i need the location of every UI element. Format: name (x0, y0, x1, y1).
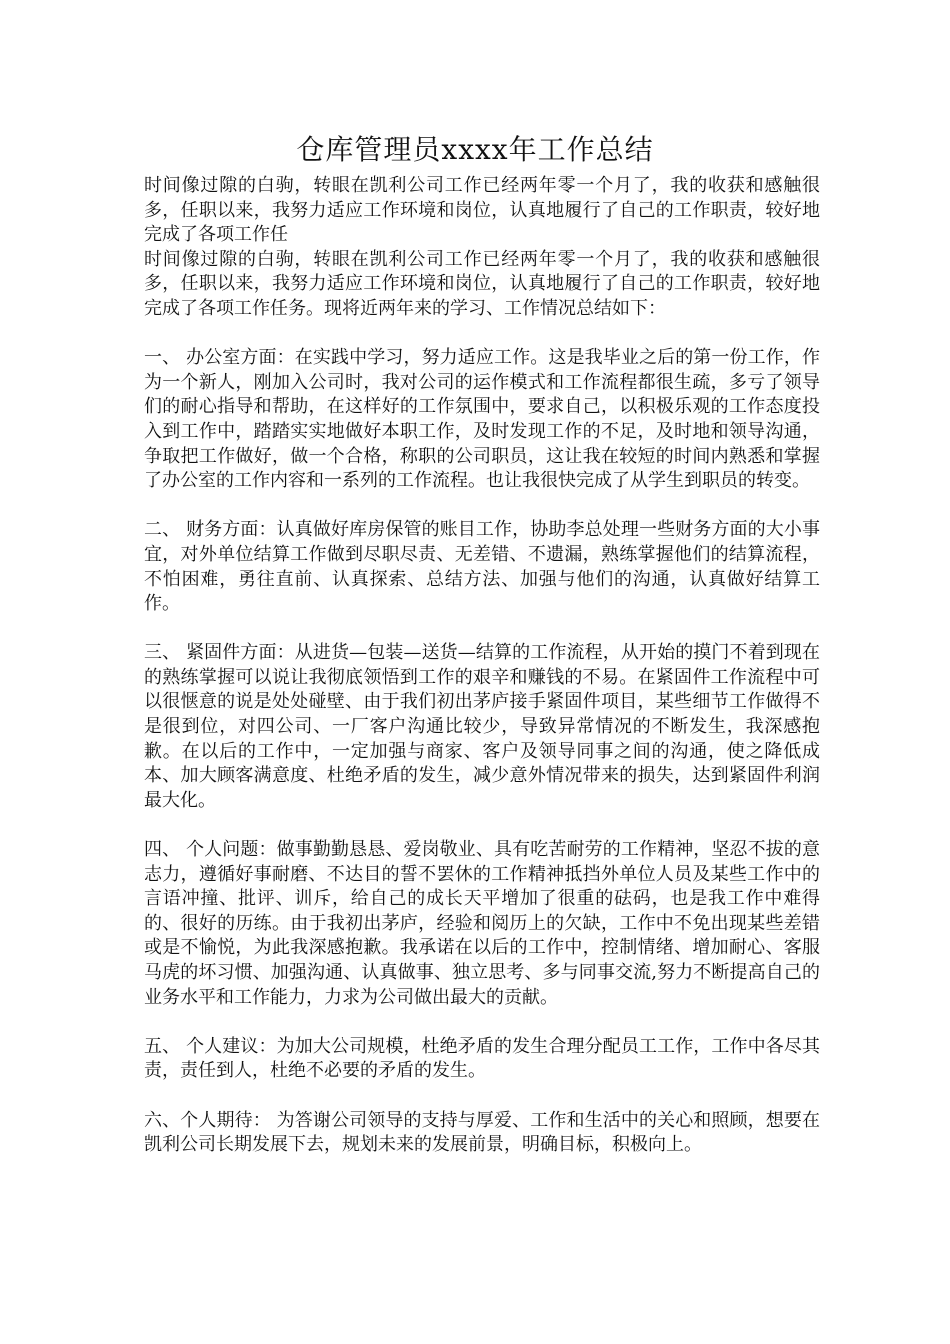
section-finance-paragraph: 二、 财务方面：认真做好库房保管的账目工作，协助李总处理一些财务方面的大小事宜，对外单位结算工作做到尽职尽责、无差错、不遗漏，熟练掌握他们的结算流程，不怕困难，勇往直前、认真探索、总结方法、加强与他们的沟通，认真做好结算工作。 (144, 519, 820, 615)
document-title: 仓库管理员xxxx年工作总结 (296, 133, 654, 166)
paragraph-spacer (144, 813, 820, 838)
section-personal-issues-paragraph: 四、 个人问题：做事勤勤恳恳、爱岗敬业、具有吃苦耐劳的工作精神，坚忍不拔的意志力，遵循好事耐磨、不达目的誓不罢休的工作精神抵挡外单位人员及某些工作中的言语冲撞、批评、训斥，给自己的成长天平增加了很重的砝码，也是我工作中难得的、很好的历练。由于我初出茅庐，经验和阅历上的欠缺，工作中不免出现某些差错或是不愉悦，为此我深感抱歉。我承诺在以后的工作中，控制情绪、增加耐心、客服马虎的坏习惯、加强沟通、认真做事、独立思考、多与同事交流,努力不断提高自己的业务水平和工作能力，力求为公司做出最大的贡献。 (144, 839, 820, 1008)
paragraph-spacer (144, 617, 820, 642)
intro-full-paragraph: 时间像过隙的白驹，转眼在凯利公司工作已经两年零一个月了，我的收获和感触很多，任职以来，我努力适应工作环境和岗位，认真地履行了自己的工作职责，较好地完成了各项工作任务。现将近两年来的学习、工作情况总结如下： (144, 248, 820, 319)
intro-excerpt-paragraph: 时间像过隙的白驹，转眼在凯利公司工作已经两年零一个月了，我的收获和感触很多，任职以来，我努力适应工作环境和岗位，认真地履行了自己的工作职责，较好地完成了各项工作任 (144, 175, 820, 246)
document-body (144, 174, 820, 1158)
section-fasteners-paragraph: 三、 紧固件方面：从进货—包装—送货—结算的工作流程，从开始的摸门不着到现在的熟练掌握可以说让我彻底领悟到工作的艰辛和赚钱的不易。在紧固件工作流程中可以很惬意的说是处处碰壁、由于我们初出茅庐接手紧固件项目，某些细节工作做得不是很到位，对四公司、一厂客户沟通比较少，导致异常情况的不断发生，我深感抱歉。在以后的工作中，一定加强与商家、客户及领导同事之间的沟通，使之降低成本、加大顾客满意度、杜绝矛盾的发生，减少意外情况带来的损失，达到紧固件利润最大化。 (144, 642, 820, 811)
paragraph-spacer (144, 322, 820, 347)
section-suggestions-paragraph: 五、 个人建议：为加大公司规模，杜绝矛盾的发生合理分配员工工作，工作中各尽其责，责任到人，杜绝不必要的矛盾的发生。 (144, 1035, 820, 1082)
paragraph-spacer (144, 494, 820, 519)
paragraph-spacer (144, 1084, 820, 1109)
section-expectations-paragraph: 六、个人期待： 为答谢公司领导的支持与厚爱、工作和生活中的关心和照顾，想要在凯利公司长期发展下去，规划未来的发展前景，明确目标，积极向上。 (144, 1109, 820, 1156)
section-office-paragraph: 一、 办公室方面：在实践中学习，努力适应工作。这是我毕业之后的第一份工作，作为一个新人，刚加入公司时，我对公司的运作模式和工作流程都很生疏，多亏了领导们的耐心指导和帮助，在这样好的工作氛围中，要求自己，以积极乐观的工作态度投入到工作中，踏踏实实地做好本职工作，及时发现工作的不足，及时地和领导沟通，争取把工作做好，做一个合格，称职的公司职员，这让我在较短的时间内熟悉和掌握了办公室的工作内容和一系列的工作流程。也让我很快完成了从学生到职员的转变。 (144, 347, 820, 492)
paragraph-spacer (144, 1010, 820, 1035)
